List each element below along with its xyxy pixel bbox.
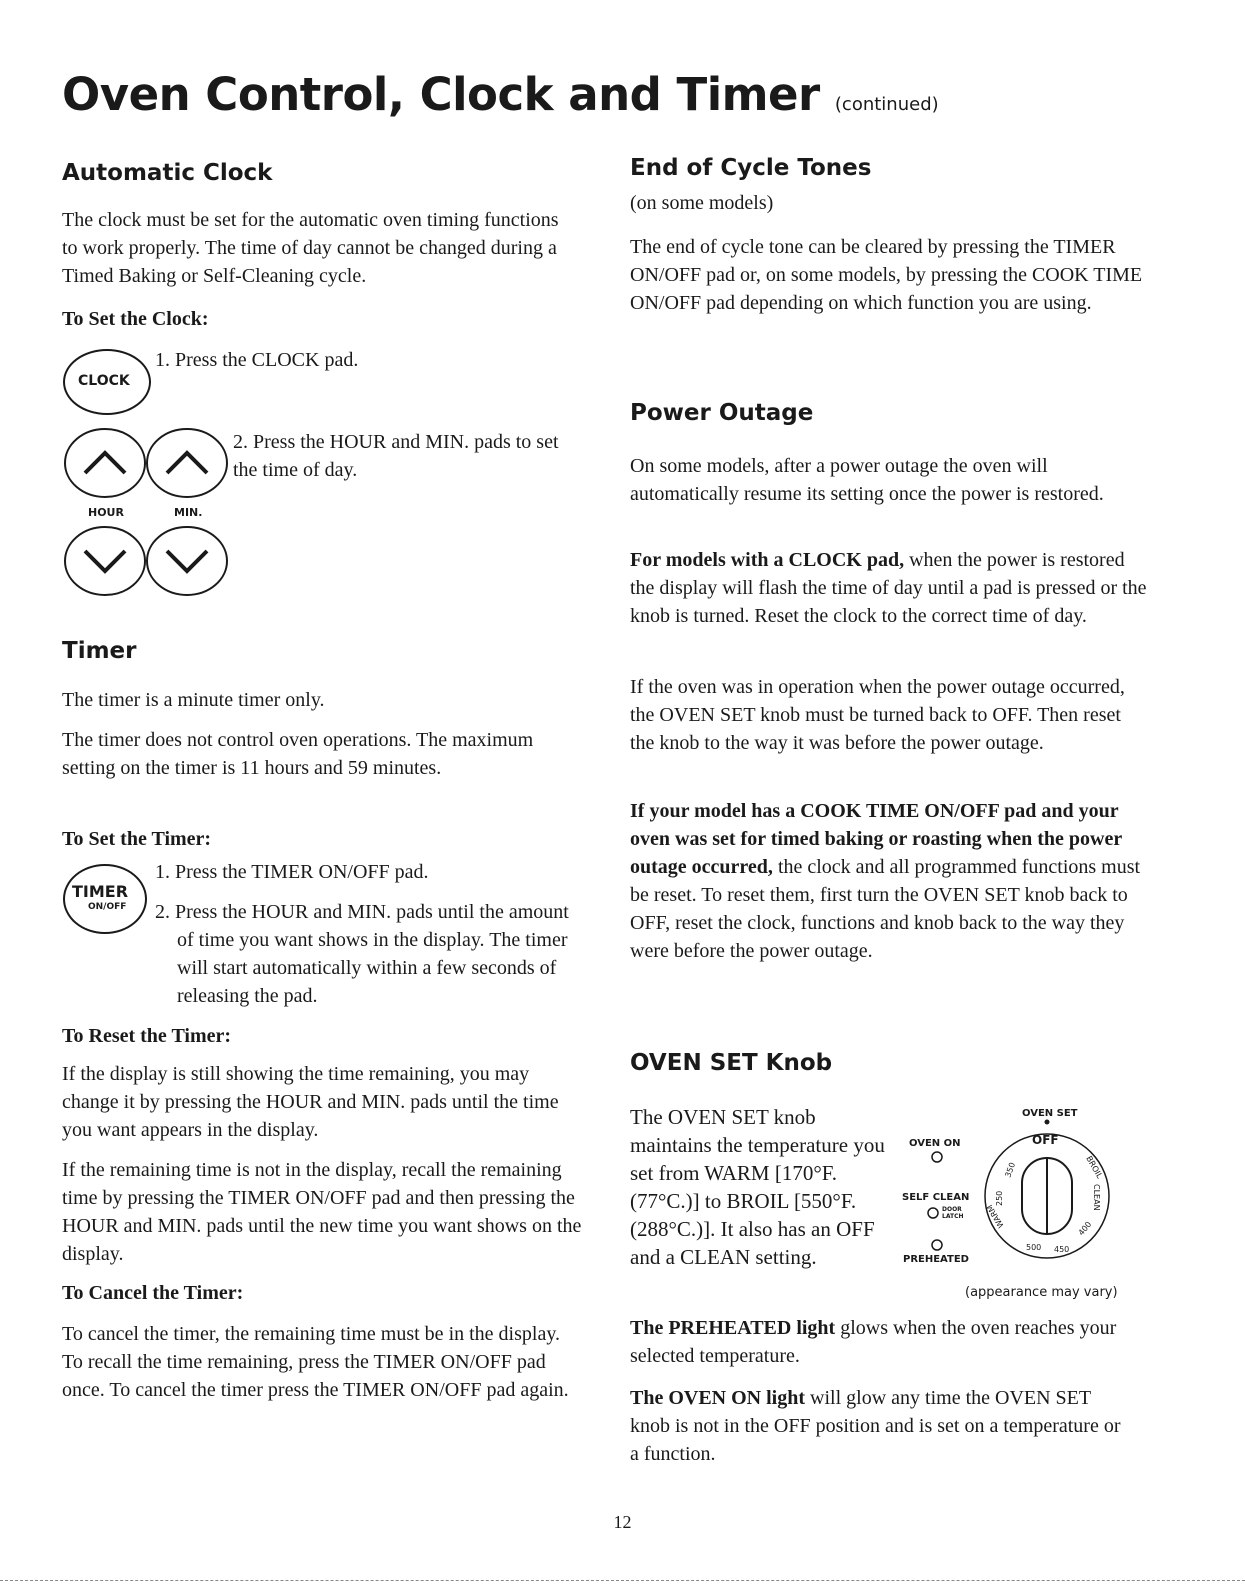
- automatic-clock-heading: Automatic Clock: [62, 160, 273, 186]
- power-outage-heading: Power Outage: [630, 400, 814, 426]
- power-outage-p2-rest: when the power is restored the display will flash the time of day until a pad is pressed or the knob is turned. Reset the clock to the correct time of day.: [630, 549, 1147, 627]
- hour-label: HOUR: [88, 506, 124, 519]
- oven-on-light-icon: [930, 1150, 944, 1164]
- set-clock-step2: 2. Press the HOUR and MIN. pads to set the time of day.: [233, 431, 559, 481]
- knob-title-label: OVEN SET: [1022, 1108, 1078, 1119]
- power-outage-p1: On some models, after a power outage the oven will automatically resume its setting once the power is restored.: [630, 455, 1104, 505]
- end-of-cycle-heading: End of Cycle Tones: [630, 155, 872, 181]
- svg-text:450: 450: [1054, 1245, 1070, 1254]
- oven-set-p1: The OVEN SET knob maintains the temperature you set from WARM [170°F. (77°C.)] to BROIL [550°F. (288°C.)]. It also has an OFF and a CLEAN setting.: [630, 1105, 885, 1269]
- clock-pad-label: CLOCK: [78, 373, 130, 389]
- svg-text:500: 500: [1026, 1243, 1042, 1252]
- min-up-icon: [145, 427, 229, 499]
- preheated-label: PREHEATED: [903, 1254, 969, 1265]
- set-clock-heading: To Set the Clock:: [62, 308, 209, 330]
- door-latch-label: DOOR LATCH: [942, 1206, 964, 1220]
- knob-caption: (appearance may vary): [965, 1285, 1118, 1300]
- oven-set-p2-bold: The PREHEATED light: [630, 1317, 836, 1339]
- svg-text:250: 250: [995, 1190, 1004, 1206]
- power-outage-p4-bold: If your model has a COOK TIME ON/OFF pad and your oven was set for timed baking or roasting when the power outage occurred,: [630, 800, 1122, 878]
- oven-set-p3: [630, 1384, 1130, 1468]
- power-outage-p2-bold: For models with a CLOCK pad,: [630, 549, 905, 571]
- oven-set-heading: OVEN SET Knob: [630, 1050, 833, 1076]
- set-timer-heading: To Set the Timer:: [62, 828, 212, 850]
- preheated-light-icon: [930, 1238, 944, 1252]
- cancel-timer-p: To cancel the timer, the remaining time must be in the display. To recall the time remaining, press the TIMER ON/OFF pad once. To cancel the timer press the TIMER ON/OFF pad again.: [62, 1323, 569, 1401]
- reset-timer-heading: To Reset the Timer:: [62, 1025, 232, 1047]
- bottom-rule: [0, 1580, 1245, 1581]
- timer-pad-top-label: TIMER: [72, 882, 129, 901]
- oven-set-p3-rest: will glow any time the OVEN SET knob is not in the OFF position and is set on a temperature or a function.: [630, 1387, 1121, 1465]
- timer-p2: The timer does not control oven operations. The maximum setting on the timer is 11 hours and 59 minutes.: [62, 729, 534, 779]
- power-outage-p4-rest: the clock and all programmed functions must be reset. To reset them, first turn the OVEN SET knob back to OFF, reset the clock, functions and knob back to the way they were before the power outage.: [630, 856, 1141, 962]
- hour-up-icon: [63, 427, 147, 499]
- end-of-cycle-p: The end of cycle tone can be cleared by pressing the TIMER ON/OFF pad or, on some models, by pressing the COOK TIME ON/OFF pad depending on which function you are using.: [630, 236, 1143, 314]
- min-down-icon: [145, 525, 229, 597]
- automatic-clock-intro: The clock must be set for the automatic oven timing functions to work properly. The time of day cannot be changed during a Timed Baking or Self-Cleaning cycle.: [62, 209, 559, 287]
- svg-text:CLEAN: CLEAN: [1092, 1184, 1101, 1211]
- timer-p1: The timer is a minute timer only.: [62, 689, 325, 711]
- power-outage-p3: If the oven was in operation when the power outage occurred, the OVEN SET knob must be turned back to OFF. Then reset the knob to the way it was before the power outage.: [630, 676, 1125, 754]
- page-number: 12: [613, 1512, 632, 1532]
- power-outage-p4: [630, 797, 1150, 965]
- oven-set-p2: [630, 1314, 1155, 1370]
- svg-text:BROIL: BROIL: [1084, 1154, 1105, 1180]
- knob-off-label: OFF: [1032, 1133, 1059, 1147]
- set-clock-step1: 1. Press the CLOCK pad.: [155, 349, 359, 371]
- page-title-text: Oven Control, Clock and Timer: [62, 68, 820, 121]
- page-title-suffix: (continued): [834, 94, 939, 115]
- timer-heading: Timer: [62, 638, 137, 664]
- power-outage-p2: [630, 546, 1150, 630]
- reset-timer-p2: If the remaining time is not in the display, recall the remaining time by pressing the TIMER ON/OFF pad and then pressing the HOUR and MIN. pads until the new time you want shows on the display.: [62, 1159, 582, 1265]
- min-label: MIN.: [174, 506, 203, 519]
- svg-text:400: 400: [1076, 1219, 1094, 1238]
- door-latch-light-icon: [926, 1206, 940, 1220]
- svg-text:WARM: WARM: [985, 1202, 1006, 1230]
- set-timer-step2: 2. Press the HOUR and MIN. pads until the amount of time you want shows in the display. The timer will start automatically within a few seconds of releasing the pad.: [155, 901, 569, 1007]
- svg-text:350: 350: [1003, 1161, 1018, 1179]
- page-title: [62, 68, 939, 121]
- hour-down-icon: [63, 525, 147, 597]
- timer-pad-bottom-label: ON/OFF: [88, 902, 127, 912]
- end-of-cycle-sub: (on some models): [630, 192, 774, 214]
- set-timer-step1: 1. Press the TIMER ON/OFF pad.: [155, 861, 429, 883]
- oven-set-p3-bold: The OVEN ON light: [630, 1387, 806, 1409]
- oven-on-label: OVEN ON: [909, 1138, 961, 1149]
- self-clean-label: SELF CLEAN: [902, 1192, 970, 1203]
- oven-set-p2-rest: glows when the oven reaches your selected temperature.: [630, 1317, 1117, 1367]
- reset-timer-p1: If the display is still showing the time remaining, you may change it by pressing the HOUR and MIN. pads until the time you want appears in the display.: [62, 1063, 559, 1141]
- cancel-timer-heading: To Cancel the Timer:: [62, 1282, 244, 1304]
